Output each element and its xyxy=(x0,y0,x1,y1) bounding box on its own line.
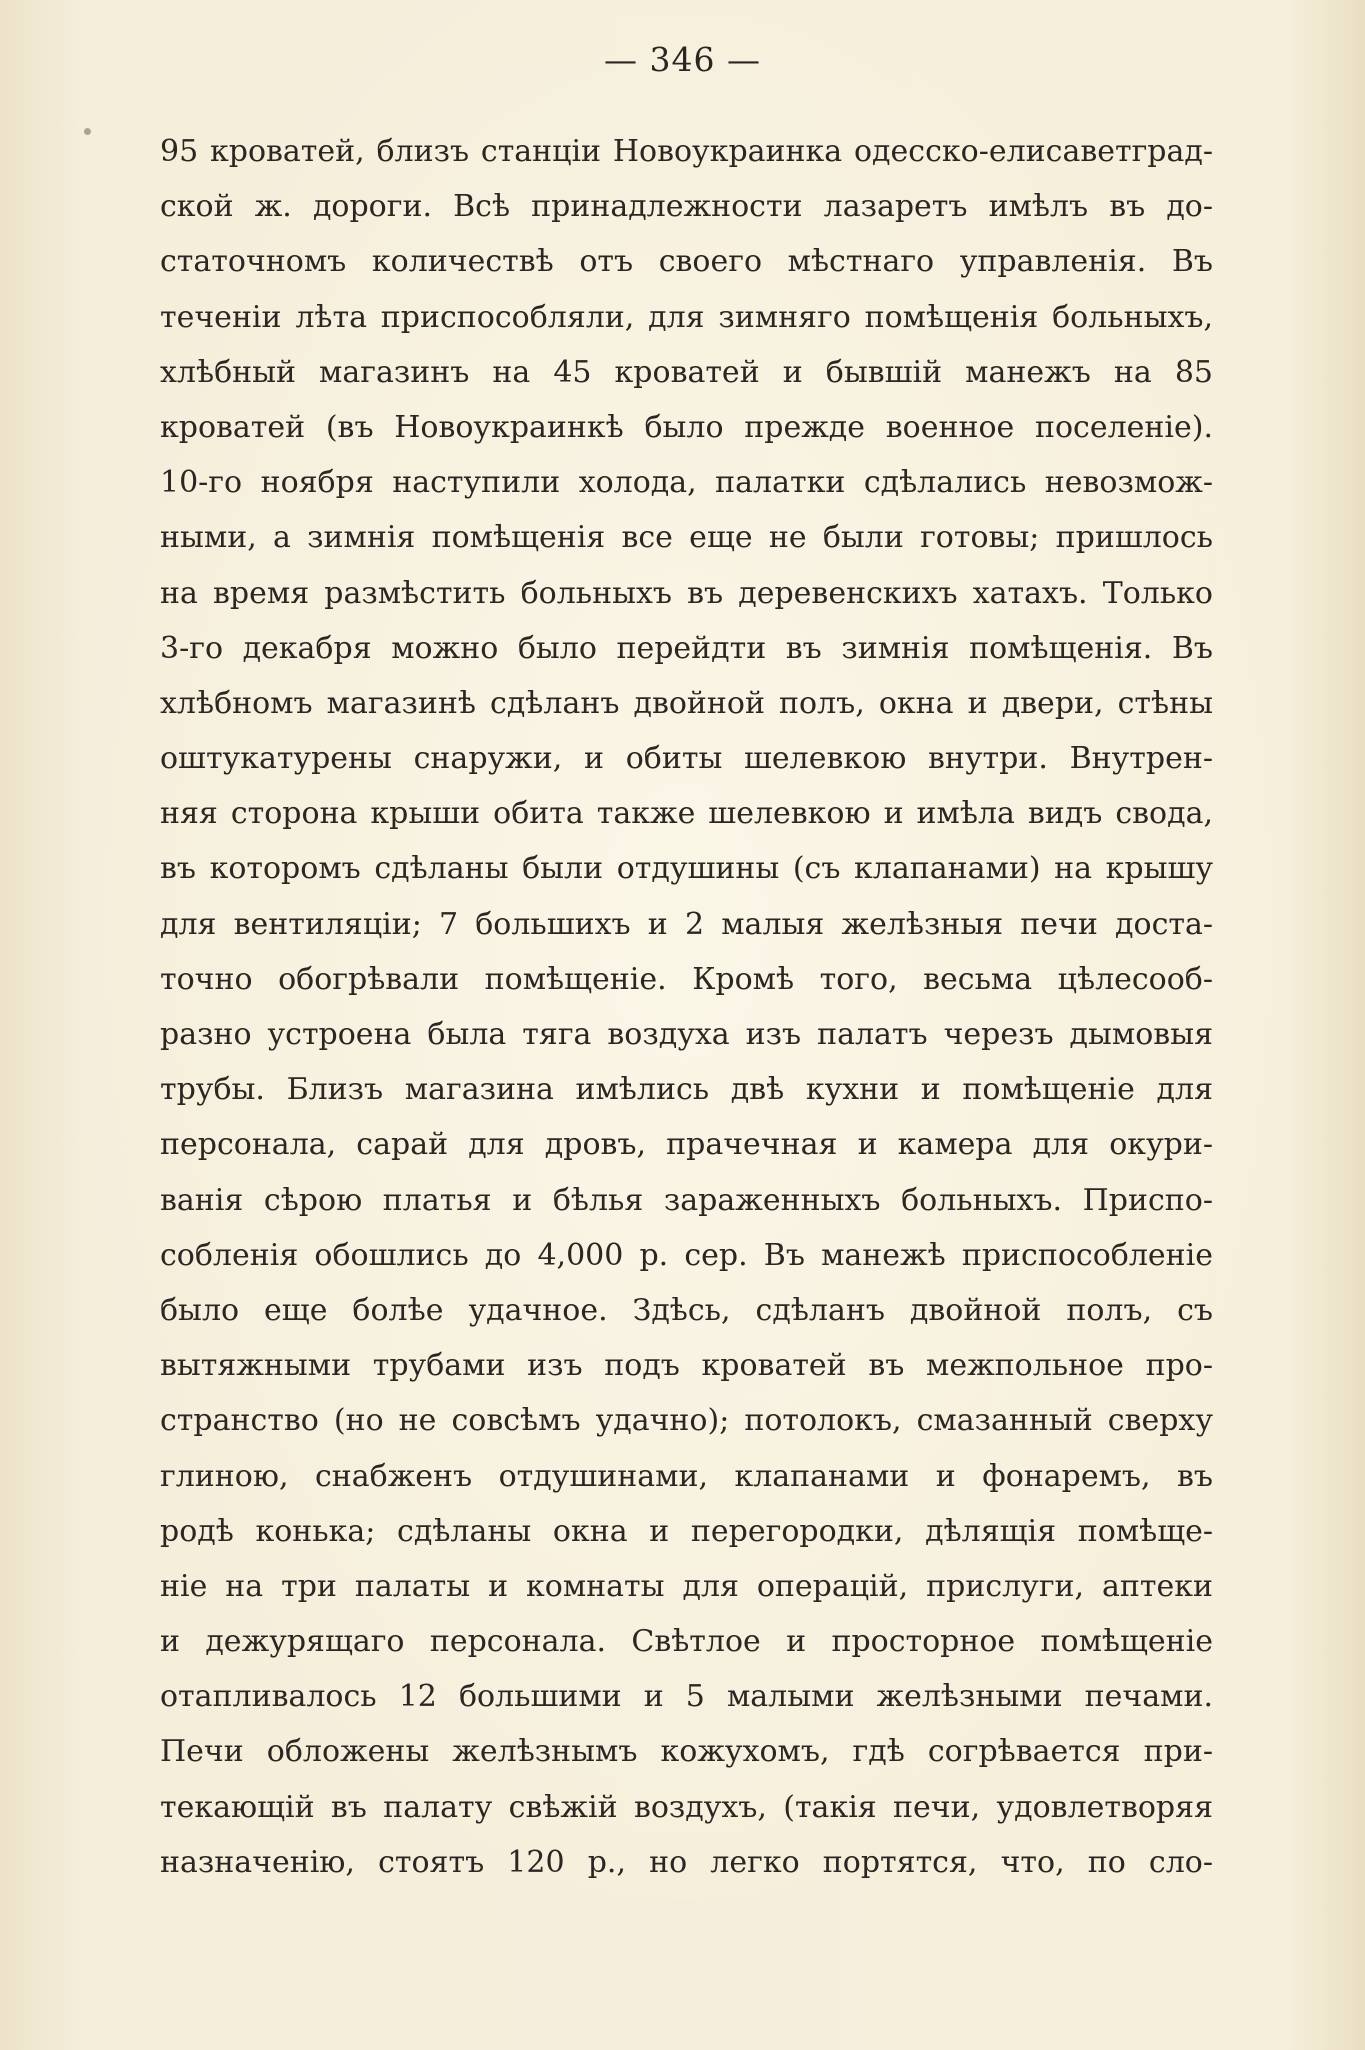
text-line: хлѣбномъ магазинѣ сдѣланъ двойной полъ, окна и двери, стѣны xyxy=(160,685,1213,721)
text-line: 95 кроватей, близъ станціи Новоукраинка одесско-елисаветград- xyxy=(160,134,1213,169)
text-line: 10-го ноября наступили холода, палатки сдѣлались невозмож- xyxy=(160,465,1213,501)
paper-speck xyxy=(84,128,91,135)
text-line: трубы. Близъ магазина имѣлись двѣ кухни и помѣщеніе для xyxy=(160,1072,1213,1108)
text-line: ніе на три палаты и комнаты для операцій, прислуги, аптеки xyxy=(160,1568,1213,1604)
text-line: собленія обошлись до 4,000 р. сер. Въ манежѣ приспособленіе xyxy=(160,1237,1213,1273)
text-line: вытяжными трубами изъ подъ кроватей въ межпольное про- xyxy=(160,1348,1213,1384)
text-line: хлѣбный магазинъ на 45 кроватей и бывшій манежъ на 85 xyxy=(160,354,1213,390)
text-line: глиною, снабженъ отдушинами, клапанами и фонаремъ, въ xyxy=(160,1458,1213,1494)
text-line: точно обогрѣвали помѣщеніе. Кромѣ того, весьма цѣлесооб- xyxy=(160,961,1213,997)
text-line: оштукатурены снаружи, и обиты шелевкою внутри. Внутрен- xyxy=(160,741,1213,777)
text-line: для вентиляціи; 7 большихъ и 2 малыя желѣзныя печи доста- xyxy=(160,906,1213,942)
text-line: разно устроена была тяга воздуха изъ палатъ черезъ дымовыя xyxy=(160,1017,1213,1052)
text-line: теченіи лѣта приспособляли, для зимняго помѣщенія больныхъ, xyxy=(160,299,1213,335)
text-line: няя сторона крыши обита также шелевкою и имѣла видъ свода, xyxy=(160,796,1213,832)
text-line: кроватей (въ Новоукраинкѣ было прежде военное поселеніе). xyxy=(160,409,1213,445)
text-line: персонала, сарай для дровъ, прачечная и камера для окури- xyxy=(160,1127,1213,1163)
text-line: 3-го декабря можно было перейдти въ зимнія помѣщенія. Въ xyxy=(160,630,1213,666)
text-line: ванія сѣрою платья и бѣлья зараженныхъ больныхъ. Приспо- xyxy=(160,1182,1213,1218)
body-text xyxy=(160,124,1213,1890)
text-line: было еще болѣе удачное. Здѣсь, сдѣланъ двойной полъ, съ xyxy=(160,1292,1213,1328)
text-line: родѣ конька; сдѣланы окна и перегородки, дѣлящія помѣще- xyxy=(160,1513,1213,1549)
text-line: назначенію, стоятъ 120 р., но легко портятся, что, по сло- xyxy=(160,1844,1213,1880)
text-line: и дежурящаго персонала. Свѣтлое и просторное помѣщеніе xyxy=(160,1624,1213,1660)
text-line: въ которомъ сдѣланы были отдушины (съ клапанами) на крышу xyxy=(160,851,1213,887)
page-number: — 346 — xyxy=(604,40,761,79)
text-line: текающій въ палату свѣжій воздухъ, (такія печи, удовлетворяя xyxy=(160,1789,1213,1825)
text-line: Печи обложены желѣзнымъ кожухомъ, гдѣ согрѣвается при- xyxy=(160,1734,1213,1770)
text-line: ской ж. дороги. Всѣ принадлежности лазаретъ имѣлъ въ до- xyxy=(160,189,1213,225)
text-line: отапливалось 12 большими и 5 малыми желѣзными печами. xyxy=(160,1679,1213,1715)
text-line: на время размѣстить больныхъ въ деревенскихъ хатахъ. Только xyxy=(160,575,1213,611)
text-line: статочномъ количествѣ отъ своего мѣстнаго управленія. Въ xyxy=(160,244,1213,280)
text-line: странство (но не совсѣмъ удачно); потолокъ, смазанный сверху xyxy=(160,1403,1213,1439)
text-line: ными, а зимнія помѣщенія все еще не были готовы; пришлось xyxy=(160,520,1213,556)
